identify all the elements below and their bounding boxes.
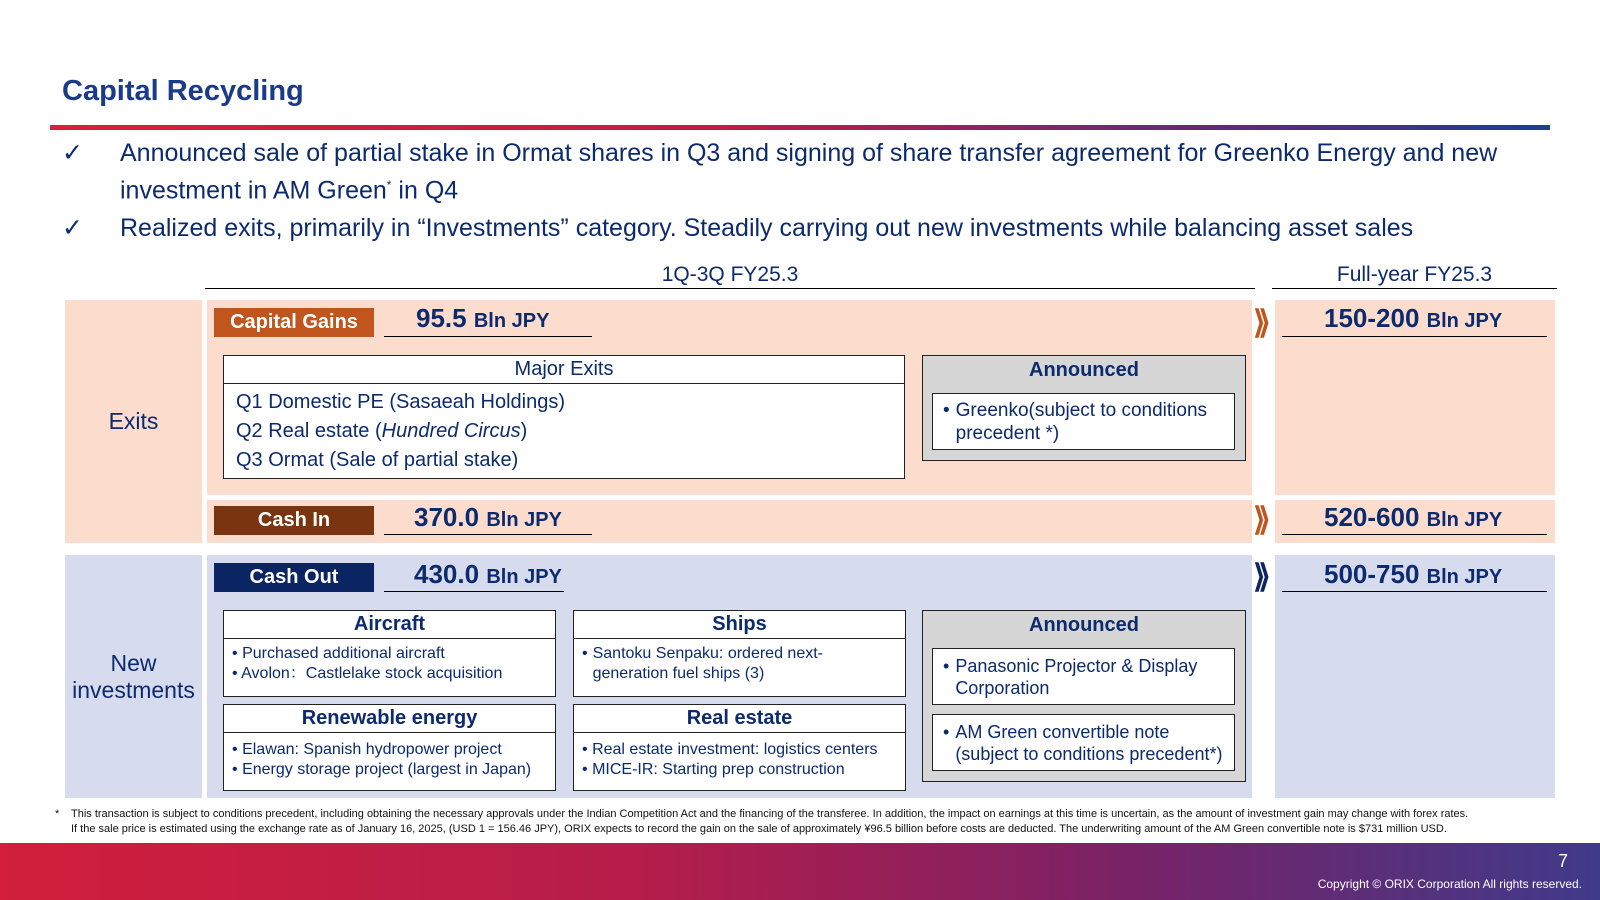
page-number: 7	[1557, 851, 1568, 871]
fy-cash-in-unit: Bln JPY	[1426, 509, 1503, 531]
bullet-2	[62, 212, 1552, 244]
major-exits-header: Major Exits	[224, 356, 904, 384]
fy-capital-gains-underline	[1282, 336, 1547, 337]
bullet-dot: •	[943, 656, 950, 676]
page-title: Capital Recycling	[62, 75, 304, 107]
row-label-new-investments: New investments	[65, 555, 202, 798]
fy-capital-gains-value: 150-200	[1324, 303, 1420, 333]
announced-investment-panasonic	[932, 648, 1235, 705]
cash-in-tag: Cash In	[214, 506, 374, 535]
cash-out-unit: Bln JPY	[486, 566, 562, 588]
footnote-line-2: If the sale price is estimated using the exchange rate as of January 16, 2025, (USD 1 = 156.46 JPY), ORIX expects to record the gain on the sale of approximately ¥96.5 billion before costs are deducted. The underwriting amount of the AM Green convertible note is $731 million USD.	[71, 823, 1447, 835]
major-exits-box	[223, 355, 905, 479]
major-exit-q1: Q1 Domestic PE (Sasaeah Holdings)	[236, 391, 566, 413]
announced-investment-am-green	[932, 714, 1235, 771]
bullet-1	[62, 137, 1552, 203]
real-estate-header: Real estate	[574, 705, 905, 733]
fy-cash-out-underline	[1282, 591, 1547, 592]
aircraft-box	[223, 610, 556, 697]
period-full-year-rule	[1272, 288, 1557, 289]
checkmark-icon: ✓	[62, 214, 83, 242]
list-item: • MICE-IR: Starting prep construction	[582, 761, 845, 778]
footnote-mark: *	[55, 808, 60, 820]
bullet-dot: •	[582, 645, 588, 662]
cash-in-value: 370.0	[414, 502, 480, 532]
fy-cash-in-underline	[1282, 534, 1547, 535]
renewable-energy-header: Renewable energy	[224, 705, 555, 733]
ships-box	[573, 610, 906, 697]
list-item: Santoku Senpaku: ordered next-generation fuel ships (3)	[592, 645, 823, 682]
announced-investment-text: Panasonic Projector & Display Corporation	[955, 656, 1198, 698]
fy-capital-gains-unit: Bln JPY	[1426, 310, 1503, 332]
chevron-right-icon: ⟫	[1253, 501, 1257, 537]
announced-exit-greenko	[932, 393, 1235, 450]
period-ytd-rule	[205, 288, 1255, 289]
chevron-right-icon: ⟫	[1253, 304, 1257, 340]
fy-cash-out-unit: Bln JPY	[1426, 566, 1503, 588]
period-full-year-label: Full-year FY25.3	[1336, 263, 1493, 286]
bullet-1-text-end: in Q4	[391, 176, 459, 205]
title-divider	[50, 125, 1550, 130]
cash-out-value: 430.0	[414, 559, 480, 589]
row-label-exits: Exits	[65, 300, 202, 543]
fy-cash-in-amount	[1324, 502, 1502, 533]
ships-header: Ships	[574, 611, 905, 639]
cash-in-unit: Bln JPY	[486, 509, 562, 531]
cash-out-amount	[414, 559, 562, 590]
footer-bar	[0, 843, 1600, 900]
announced-investment-text: AM Green convertible note (subject to conditions precedent*)	[955, 722, 1223, 764]
cash-out-tag: Cash Out	[214, 563, 374, 592]
announced-exits-header: Announced	[1029, 359, 1139, 381]
list-item: • Elawan: Spanish hydropower project	[232, 741, 502, 758]
chevron-right-icon: ⟫	[1253, 558, 1257, 594]
fy-capital-gains-amount	[1324, 303, 1502, 334]
footnote-marker: *	[386, 178, 392, 192]
capital-gains-amount	[416, 303, 549, 334]
period-ytd-label: 1Q-3Q FY25.3	[661, 263, 799, 286]
announced-exits-box	[922, 355, 1246, 461]
list-item: • Purchased additional aircraft	[232, 645, 445, 662]
footnote	[55, 807, 1565, 837]
list-item: • Energy storage project (largest in Japan)	[232, 761, 532, 778]
fy-cash-out-value: 500-750	[1324, 559, 1420, 589]
checkmark-icon: ✓	[62, 139, 83, 167]
major-exit-q3: Q3 Ormat (Sale of partial stake)	[236, 449, 519, 471]
cash-out-underline	[384, 591, 564, 592]
list-item: • Real estate investment: logistics centers	[582, 741, 878, 758]
capital-gains-value: 95.5	[416, 303, 467, 333]
bullet-2-text: Realized exits, primarily in “Investments” category. Steadily carrying out new investments while balancing asset sales	[120, 214, 1414, 242]
renewable-energy-box	[223, 704, 556, 791]
major-exit-q2: Q2 Real estate (Hundred Circus)	[236, 420, 528, 442]
list-item: • Avolon：Castlelake stock acquisition	[232, 665, 503, 682]
bullet-dot: •	[943, 722, 950, 742]
bullet-dot: •	[943, 400, 950, 421]
capital-gains-tag: Capital Gains	[214, 308, 374, 337]
cash-in-underline	[384, 534, 592, 535]
real-estate-box	[573, 704, 906, 791]
capital-gains-underline	[384, 336, 592, 337]
fy-cash-out-amount	[1324, 559, 1502, 590]
capital-gains-unit: Bln JPY	[473, 310, 550, 332]
cash-in-amount	[414, 502, 562, 533]
announced-investments-box	[922, 610, 1246, 782]
footnote-line-1: This transaction is subject to conditions precedent, including obtaining the necessary approvals under the Indian Competition Act and the financing of the transferee. In addition, the impact on earnings at this time is uncertain, as the amount of investment gain may change with forex rates.	[71, 808, 1469, 820]
announced-exit-text: Greenko(subject to conditions precedent *)	[955, 400, 1208, 444]
aircraft-header: Aircraft	[224, 611, 555, 639]
fy-cash-in-value: 520-600	[1324, 502, 1420, 532]
bullet-1-text: Announced sale of partial stake in Ormat shares in Q3 and signing of share transfer agreement for Greenko Energy and new investment in AM Green	[120, 139, 1498, 205]
copyright: Copyright © ORIX Corporation All rights reserved.	[1317, 877, 1582, 891]
announced-investments-header: Announced	[1029, 614, 1139, 636]
